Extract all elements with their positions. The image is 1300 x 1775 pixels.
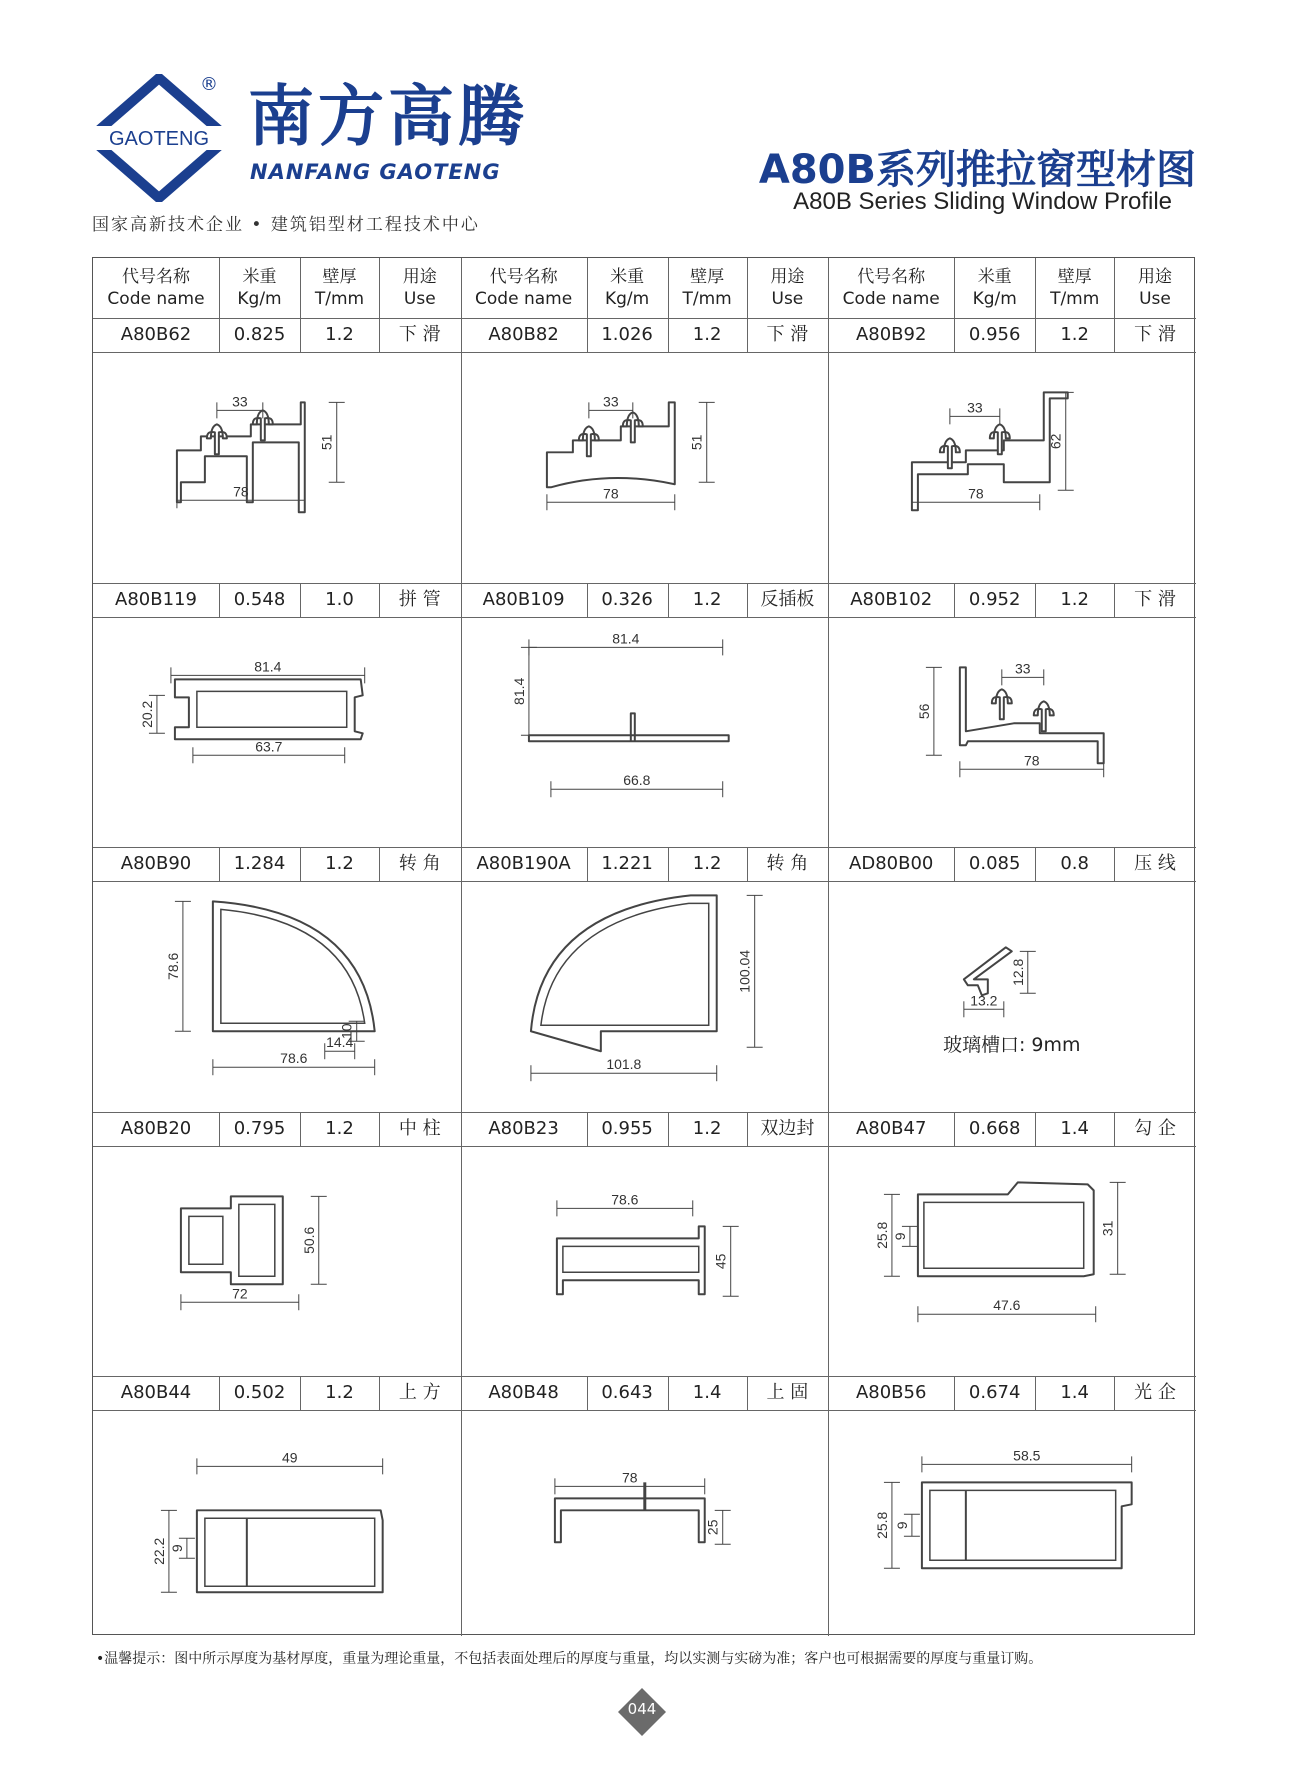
column-header-cn: 壁厚 [1057,267,1092,287]
thickness-cell: 1.0 [325,588,354,610]
dimension-label: 62 [1047,433,1064,450]
column-header-cn: 壁厚 [322,267,357,287]
profile-outline [918,1182,1094,1276]
page-title-en: A80B Series Sliding Window Profile [793,188,1172,215]
dimension-label: 25.8 [874,1221,891,1249]
table-divider-vertical [1035,1112,1036,1146]
column-header-en: Kg/m [237,289,282,309]
thickness-cell: 1.2 [325,853,354,875]
table-divider-vertical [300,318,301,352]
profile-drawing [828,1410,1196,1641]
thickness-cell: 1.4 [1060,1117,1089,1139]
dimension-label: 33 [967,399,983,416]
column-header-en: Code name [107,289,205,309]
weight-cell: 0.955 [601,1117,653,1139]
column-header-en: Use [771,289,804,309]
table-divider-vertical [747,1376,748,1410]
table-divider-vertical [379,318,380,352]
profile-drawing [828,617,1196,848]
column-header [668,266,747,310]
code-name-cell: A80B47 [855,1117,927,1139]
table-divider-vertical [954,847,955,881]
column-header-en: T/mm [682,289,732,309]
table-divider-vertical [954,1112,955,1146]
table-divider-vertical [668,1112,669,1146]
profile-drawing [93,617,461,848]
column-header-en: T/mm [314,289,365,309]
dimension-label: 81.4 [254,657,282,674]
weight-cell: 0.502 [233,1382,286,1404]
profile-outline [912,392,1068,510]
profile-outline [964,948,1012,996]
thickness-cell: 1.2 [692,853,722,875]
thickness-cell: 0.8 [1060,853,1089,875]
dimension-label: 78.6 [280,1050,308,1067]
use-cell: 勾 企 [1134,1117,1176,1139]
table-divider-vertical [668,318,669,352]
thickness-cell: 1.2 [325,1382,354,1404]
table-divider-vertical [668,1376,669,1410]
table-divider-vertical [379,258,380,318]
table-divider-vertical [219,1376,220,1410]
dimension-label: 9 [894,1521,911,1530]
use-cell: 中 柱 [398,1117,441,1139]
use-cell: 反插板 [760,588,815,610]
code-name-cell: AD80B00 [849,853,934,875]
table-divider-vertical [219,847,220,881]
code-name-cell: A80B20 [120,1117,192,1139]
registered-mark: ® [200,74,218,95]
table-divider-vertical [587,1112,588,1146]
dimension-label: 56 [916,703,933,719]
brand-name-en: NANFANG GAOTENG [250,160,501,184]
use-cell: 转 角 [766,853,809,875]
column-header-cn: 代号名称 [489,267,558,287]
column-header [300,266,379,310]
thickness-cell: 1.2 [692,588,722,610]
table-divider-vertical [1035,583,1036,617]
profile-outline [960,667,1104,763]
dimension-label: 47.6 [993,1297,1021,1314]
code-name-cell: A80B102 [850,588,933,610]
column-header-cn: 代号名称 [857,267,926,287]
weight-cell: 0.674 [968,1382,1021,1404]
dimension-label: 78 [602,485,619,502]
weight-cell: 0.643 [601,1382,653,1404]
profile-outline [992,689,1012,719]
use-cell: 压 线 [1134,853,1176,875]
column-header [1114,266,1196,310]
thickness-cell: 1.2 [1060,324,1089,345]
dimension-label: 9 [892,1232,909,1241]
table-divider-vertical [379,847,380,881]
table-divider-vertical [219,583,220,617]
table-divider-vertical [300,583,301,617]
code-name-cell: A80B48 [488,1382,559,1404]
profile-drawing [93,881,461,1112]
code-name-cell: A80B82 [488,324,559,345]
profile-outline [922,1483,1132,1569]
table-divider-vertical [587,318,588,352]
table-divider-vertical [300,258,301,318]
table-divider-vertical [587,258,588,318]
use-cell: 下 滑 [1134,588,1176,610]
profile-outline [213,902,375,1032]
glass-slot-note: 玻璃槽口: 9mm [943,1034,1081,1057]
dimension-label: 81.4 [611,629,640,646]
column-header [587,266,668,310]
profile-drawing [461,352,829,583]
table-divider-vertical [379,1376,380,1410]
profile-drawing [461,1146,829,1377]
page-title-cn: A80B系列推拉窗型材图 [758,147,1196,193]
dimension-label: 25.8 [874,1512,891,1540]
dimension-label: 78 [1024,751,1040,768]
thickness-cell: 1.2 [1060,588,1089,610]
use-cell: 上 固 [766,1382,809,1404]
column-header-en: Kg/m [604,289,650,309]
weight-cell: 0.956 [968,324,1021,345]
column-header [379,266,461,310]
profile-outline [181,1196,283,1284]
thickness-cell: 1.2 [325,324,354,345]
dimension-label: 78.6 [164,952,181,981]
dimension-label: 14.4 [326,1034,354,1051]
table-divider-vertical [1035,258,1036,318]
profile-drawing [828,352,1196,583]
use-cell: 下 滑 [766,324,809,345]
use-cell: 下 滑 [1134,324,1176,345]
logo-text: GAOTENG [108,128,210,150]
profile-outline [546,402,674,487]
weight-cell: 1.026 [601,324,653,345]
table-divider-vertical [587,1376,588,1410]
weight-cell: 0.326 [601,588,653,610]
profile-drawing [828,1146,1196,1377]
table-divider-vertical [1114,318,1115,352]
code-name-cell: A80B109 [482,588,565,610]
table-divider-vertical [300,1112,301,1146]
code-name-cell: A80B90 [120,853,192,875]
column-header [954,266,1035,310]
table-divider-vertical [747,583,748,617]
dimension-label: 31 [1099,1220,1116,1236]
column-header [461,266,587,310]
column-header-cn: 米重 [977,267,1012,287]
column-header-cn: 用途 [770,267,805,287]
use-cell: 拼 管 [398,588,441,610]
thickness-cell: 1.4 [692,1382,722,1404]
table-divider-vertical [300,1376,301,1410]
dimension-label: 66.8 [622,771,650,788]
weight-cell: 0.795 [233,1117,286,1139]
table-divider-vertical [219,318,220,352]
column-header-cn: 米重 [242,267,277,287]
dimension-label: 20.2 [138,700,155,728]
brand-name-cn: 南方高腾 [248,78,528,155]
column-header-cn: 米重 [610,267,645,287]
profile-drawing [461,1410,829,1641]
table-divider-vertical [747,258,748,318]
table-divider-vertical [1035,318,1036,352]
dimension-label: 10 [338,1023,355,1040]
column-header-cn: 代号名称 [122,267,190,287]
profile-drawing [461,881,829,1112]
code-name-cell: A80B92 [855,324,927,345]
column-header-cn: 用途 [402,267,437,287]
profile-drawing [93,1146,461,1377]
dimension-label: 81.4 [510,677,527,705]
code-name-cell: A80B23 [488,1117,559,1139]
dimension-label: 12.8 [1009,958,1026,987]
company-slogan: 国家高新技术企业 • 建筑铝型材工程技术中心 [92,215,480,235]
column-header [828,266,954,310]
dimension-label: 25 [704,1519,721,1536]
use-cell: 下 滑 [398,324,441,345]
table-divider-vertical [1114,847,1115,881]
table-divider-vertical [300,847,301,881]
weight-cell: 1.284 [233,853,286,875]
table-divider-vertical [747,1112,748,1146]
table-divider-vertical [1035,1376,1036,1410]
table-divider-vertical [954,258,955,318]
profile-outline [529,713,729,741]
dimension-label: 58.5 [1013,1447,1041,1464]
dimension-label: 33 [602,393,619,410]
table-divider-vertical [379,583,380,617]
table-divider-vertical [1114,1112,1115,1146]
thickness-cell: 1.2 [692,1117,722,1139]
weight-cell: 1.221 [601,853,653,875]
profile-drawing [93,352,461,583]
column-header [747,266,829,310]
table-divider-vertical [954,1376,955,1410]
weight-cell: 0.085 [968,853,1021,875]
dimension-label: 51 [318,434,335,451]
table-divider-vertical [1114,583,1115,617]
weight-cell: 0.825 [233,324,286,345]
dimension-label: 33 [232,393,248,410]
dimension-label: 100.04 [736,950,753,993]
table-divider-vertical [668,583,669,617]
code-name-cell: A80B56 [855,1382,927,1404]
use-cell: 双边封 [760,1117,815,1139]
dimension-label: 78 [621,1469,638,1486]
weight-cell: 0.668 [968,1117,1021,1139]
dimension-label: 78.6 [610,1191,639,1208]
dimension-label: 78 [968,485,984,502]
dimension-label: 50.6 [300,1226,317,1254]
dimension-label: 78 [233,483,249,500]
dimension-label: 13.2 [970,992,998,1009]
column-header [219,266,300,310]
dimension-label: 45 [712,1253,729,1269]
column-header-en: Code name [475,289,573,309]
dimension-label: 9 [168,1544,185,1553]
thickness-cell: 1.4 [1060,1382,1089,1404]
code-name-cell: A80B62 [120,324,192,345]
table-divider-vertical [954,318,955,352]
dimension-label: 22.2 [150,1538,167,1566]
column-header-en: Use [1139,289,1171,309]
profile-drawing [461,617,829,848]
use-cell: 上 方 [398,1382,441,1404]
dimension-label: 33 [1015,659,1031,676]
profile-outline [175,679,363,739]
table-divider-vertical [668,847,669,881]
dimension-label: 49 [282,1449,298,1466]
column-header-en: Kg/m [972,289,1017,309]
profile-table [92,257,1195,1635]
profile-outline [554,1499,704,1543]
profile-outline [556,1226,704,1294]
table-divider-vertical [1114,258,1115,318]
weight-cell: 0.548 [233,588,286,610]
code-name-cell: A80B119 [115,588,197,610]
column-header-en: Code name [842,289,940,309]
table-divider-vertical [587,847,588,881]
dimension-label: 51 [688,434,705,451]
profile-drawing [828,881,1196,1112]
dimension-label: 101.8 [605,1056,641,1073]
column-header-en: Use [403,289,436,309]
table-divider-vertical [1114,1376,1115,1410]
footer-note: •温馨提示：图中所示厚度为基材厚度，重量为理论重量，不包括表面处理后的厚度与重量，均以实测与实磅为准；客户也可根据需要的厚度与重量订购。 [96,1651,1043,1667]
table-divider-vertical [1035,847,1036,881]
thickness-cell: 1.2 [325,1117,354,1139]
code-name-cell: A80B190A [476,853,571,875]
use-cell: 光 企 [1134,1382,1176,1404]
table-divider-vertical [219,1112,220,1146]
weight-cell: 0.952 [968,588,1021,610]
profile-outline [531,896,717,1052]
column-header [1035,266,1114,310]
dimension-label: 72 [232,1285,248,1302]
table-divider-vertical [747,847,748,881]
use-cell: 转 角 [398,853,441,875]
table-divider-vertical [668,258,669,318]
column-header [93,266,219,310]
table-divider-vertical [219,258,220,318]
profile-outline [197,1511,383,1593]
column-header-cn: 壁厚 [690,267,725,287]
thickness-cell: 1.2 [692,324,722,345]
table-divider-vertical [747,318,748,352]
code-name-cell: A80B44 [120,1382,192,1404]
page-number: 044 [627,1700,657,1718]
column-header-en: T/mm [1050,289,1100,309]
column-header-cn: 用途 [1137,267,1172,287]
table-divider-vertical [587,583,588,617]
table-divider-vertical [954,583,955,617]
table-divider-vertical [379,1112,380,1146]
profile-drawing [93,1410,461,1641]
dimension-label: 63.7 [255,737,283,754]
